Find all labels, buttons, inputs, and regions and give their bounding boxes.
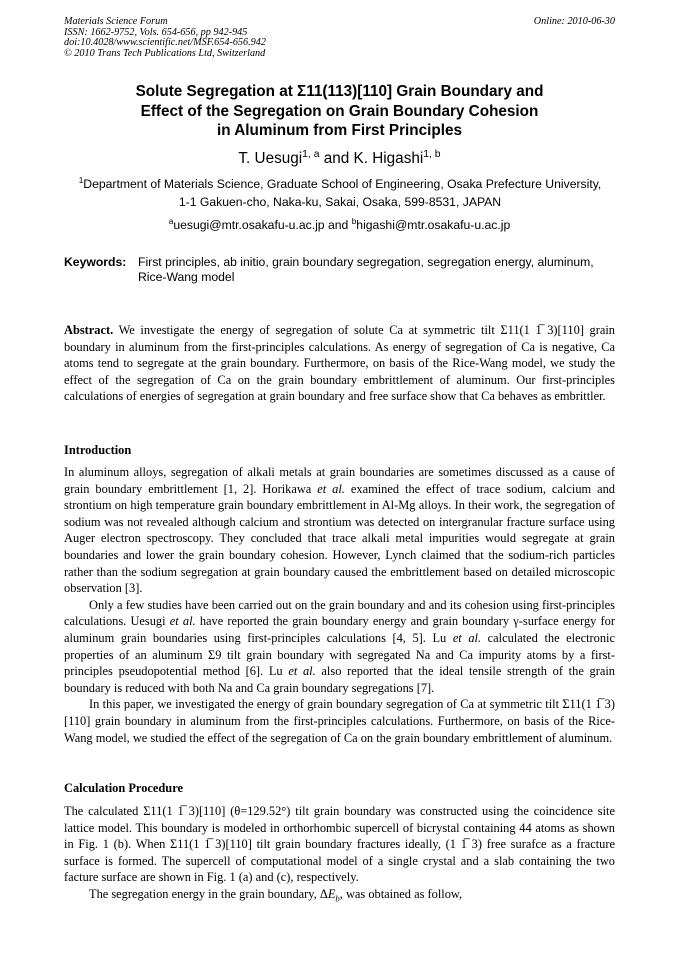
paper-title xyxy=(64,82,615,141)
author-and: and xyxy=(319,150,354,167)
email-a[interactable]: uesugi@mtr.osakafu-u.ac.jp xyxy=(173,218,325,232)
email-a-sup: a xyxy=(168,215,174,226)
intro-paragraph-1: In aluminum alloys, segregation of alkali metals at grain boundaries are sometimes discussed as a cause of grain boundary embrittlement [1, 2]. Horikawa et al. examined the effect of trace sodium, calcium and strontium on high temperature grain boundary embrittlement in Al-Mg alloys. In their work, the segregation of sodium was not revealed although calcium and strontium was detected on intergranular fracture surface using Auger electron spectroscopy. They concluded that trace alkali metal impurities would segregate at grain boundaries and lower the grain boundary cohesion. However, Lynch claimed that the sodium-rich particles rather than the sodium segregation at grain boundary caused the embrittlement based on detailed microscopic observation [3]. xyxy=(64,465,616,596)
affiliation-sup: 1 xyxy=(78,174,84,185)
title-line-3: in Aluminum from First Principles xyxy=(216,122,463,139)
email-line xyxy=(64,215,615,232)
journal-header xyxy=(64,17,266,59)
title-line-2: Effect of the Segregation on Grain Boundary Cohesion xyxy=(140,102,539,120)
issn-line: ISSN: 1662-9752, Vols. 654-656, pp 942-945 xyxy=(64,26,248,38)
keywords xyxy=(64,255,615,285)
email-b[interactable]: higashi@mtr.osakafu-u.ac.jp xyxy=(356,218,511,232)
calc-paragraph-2: The segregation energy in the grain boundary, $\Delta E_b$, was obtained as follow, xyxy=(89,886,463,904)
email-and: and xyxy=(324,218,352,232)
intro-paragraph-3: In this paper, we investigated the energy of grain boundary segregation of Ca at symmetric tilt Σ11(1 1̅ 3)[110] grain boundary in aluminum from the first-principles calculations. Furthermore, on basis of the Rice-Wang model, we studied the effect of the segregation of Ca on the grain boundary embrittlement of aluminum. xyxy=(64,697,615,745)
author-line xyxy=(64,150,615,168)
calc-paragraph-1: The calculated Σ11(1 1̅ 3)[110] (θ=129.52°) tilt grain boundary was constructed using the coincidence site lattice model. This boundary is modeled in orthorhombic supercell of bicrystal containing 44 atoms as shown in Fig. 1 (b). When Σ11(1 1̅ 3)[110] tilt grain boundary fractures ideally, (1 1̅ 3) free surafce as a fracture surface is formed. The supercell of computational model of a single crystal and a slab containing the two facture surface are shown in Fig. 1 (a) and (c), respectively. xyxy=(64,804,615,885)
online-date: Online: 2010-06-30 xyxy=(533,16,615,27)
title-line-1: Solute Segregation at Σ11(113)[110] Grain Boundary and xyxy=(135,83,544,100)
author-2: K. Higashi xyxy=(353,150,424,167)
abstract xyxy=(64,322,615,405)
calculation-heading: Calculation Procedure xyxy=(64,781,183,795)
keywords-text: First principles, ab initio, grain boundary segregation, segregation energy, aluminum, Rice-Wang model xyxy=(138,255,594,285)
abstract-label: Abstract. xyxy=(64,323,114,337)
calculation-body xyxy=(64,803,615,907)
affiliation-line-1: Department of Materials Science, Graduate School of Engineering, Osaka Prefecture University, xyxy=(83,177,602,191)
affiliation-line-2: 1-1 Gakuen-cho, Naka-ku, Sakai, Osaka, 599-8531, JAPAN xyxy=(178,194,502,209)
author-1-sup: 1, a xyxy=(302,148,320,160)
keywords-label: Keywords: xyxy=(64,255,127,269)
email-b-sup: b xyxy=(351,215,357,226)
introduction-body xyxy=(64,464,615,746)
affiliation xyxy=(60,176,620,211)
doi-line: doi:10.4028/www.scientific.net/MSF.654-656.942 xyxy=(64,37,266,49)
author-2-sup: 1, b xyxy=(423,148,441,160)
abstract-text: We investigate the energy of segregation of solute Ca at symmetric tilt Σ11(1 1̅ 3)[110] grain boundary in aluminum from the first-principles calculations. As energy of segregation of Ca is negative, Ca atoms tend to segregate at the grain boundary. Furthermore, on basis of the Rice-Wang model, we study the effect of the segregation of Ca on the grain boundary embrittlement of aluminum. Our first-principles calculations of energies of segregation at grain boundary and free surface show that Ca behaves as embrittler. xyxy=(64,323,615,404)
introduction-heading: Introduction xyxy=(64,443,132,457)
journal-name: Materials Science Forum xyxy=(64,16,168,27)
copyright-line: © 2010 Trans Tech Publications Ltd, Switzerland xyxy=(64,47,266,59)
intro-paragraph-2: Only a few studies have been carried out on the grain boundary and and its cohesion using first-principles calculations. Uesugi et al. have reported the grain boundary energy and grain boundary γ-surface energy for aluminum grain boundaries using first-principles calculations [4, 5]. Lu et al. calculated the electronic properties of an aluminum Σ9 tilt grain boundary with segregated Na and Ca impurity atoms by a first-principles pseudopotential method [6]. Lu et al. also reported that the ideal tensile strength of the grain boundary is reduced with both Na and Ca grain boundary segregations [7]. xyxy=(64,597,615,695)
author-1: T. Uesugi xyxy=(238,150,303,167)
